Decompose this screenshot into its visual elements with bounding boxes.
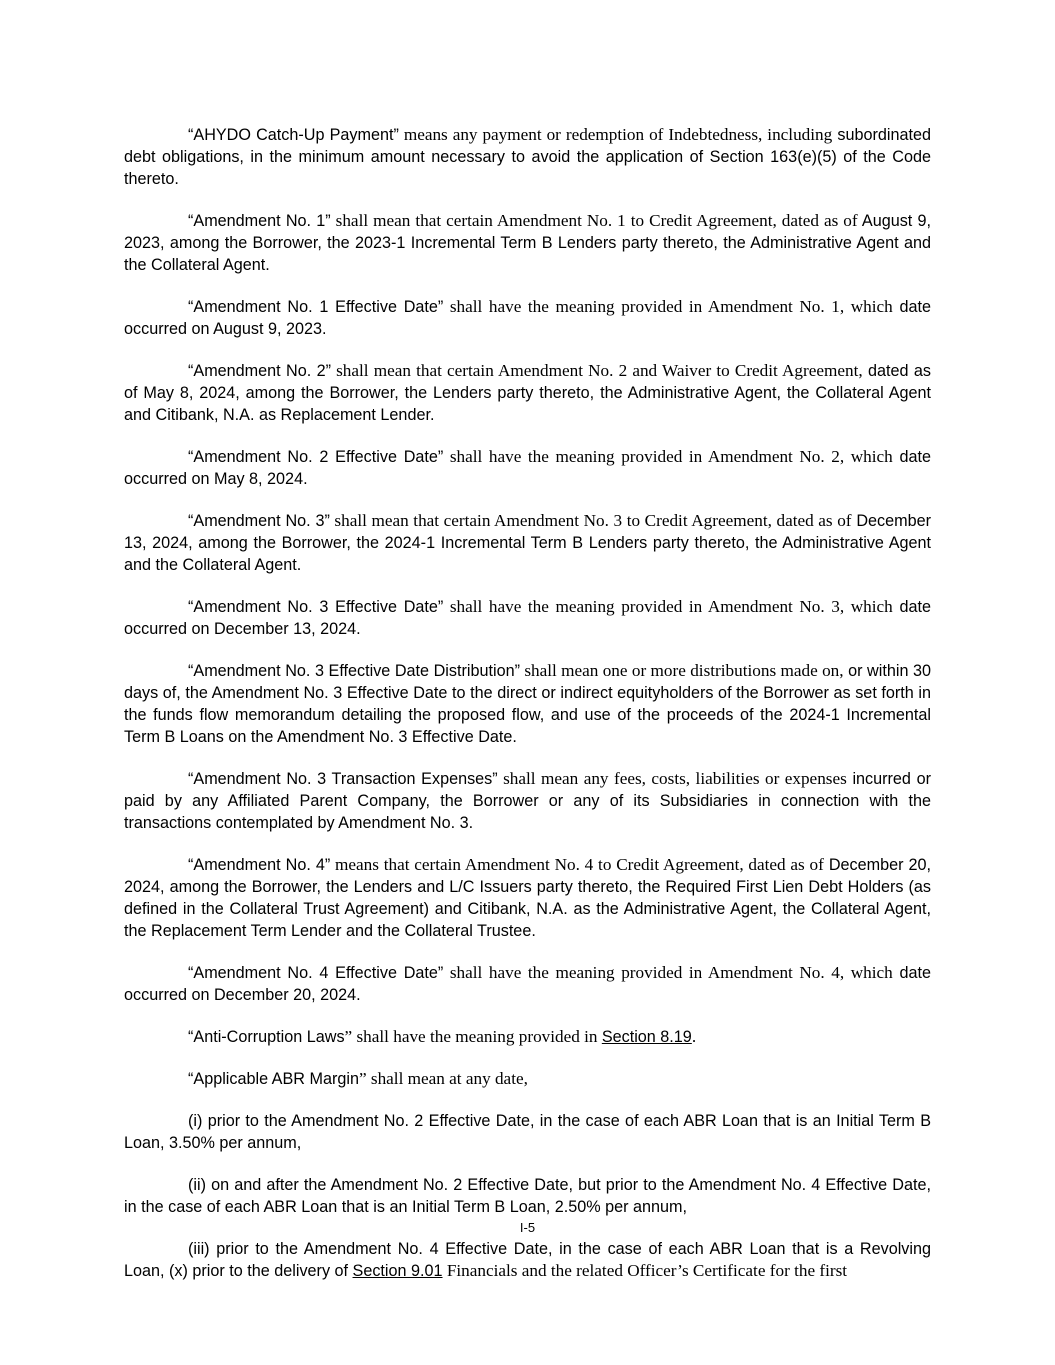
defined-term: “Amendment No. 3 Effective Date Distribution”: [188, 662, 520, 680]
definition-text: ” shall have the meaning provided in: [344, 1027, 602, 1046]
definition-text: shall mean that certain Amendment No. 1 to Credit Agreement, dated as of: [330, 211, 858, 230]
definition-text: December 13, 2024, among the Borrower, the 2024-1 Incremental Term B Lenders party thereto, the Administrative Agent and the Collateral Agent.: [124, 512, 931, 574]
definition-text: dated as of May 8, 2024, among the Borrower, the Lenders party thereto, the Administrative Agent, the Collateral Agent and Citibank, N.A. as Replacement Lender.: [124, 362, 931, 424]
definition-text: incurred or paid by any Affiliated Parent Company, the Borrower or any of its Subsidiaries in connection with the transactions contemplated by Amendment No. 3.: [124, 770, 931, 832]
section-reference-link[interactable]: Section 9.01: [352, 1262, 443, 1280]
definition-paragraph: [124, 1068, 931, 1090]
definition-paragraph: [124, 296, 931, 340]
definition-text: or within 30 days of, the Amendment No. 3 Effective Date to the direct or indirect equityholders of the Borrower as set forth in the funds flow memorandum detailing the proposed flow, and use of the proceeds of the 2024-1 Incremental Term B Loans on the Amendment No. 3 Effective Date.: [124, 662, 932, 746]
clause-paragraph: [124, 1110, 931, 1154]
definition-paragraph: [124, 660, 931, 748]
definition-paragraph: [124, 510, 931, 576]
defined-term: “Amendment No. 1”: [188, 212, 331, 230]
definition-paragraph: [124, 962, 931, 1006]
clause-text: (i) prior to the Amendment No. 2 Effective Date, in the case of each ABR Loan that is an Initial Term B Loan, 3.50% per annum,: [124, 1112, 931, 1152]
definition-text: August 9, 2023, among the Borrower, the 2023-1 Incremental Term B Lenders party thereto, the Administrative Agent and the Collateral Agent.: [124, 212, 932, 274]
definition-paragraph: [124, 124, 931, 190]
definition-paragraph: [124, 210, 931, 276]
defined-term: “Amendment No. 3 Transaction Expenses”: [188, 770, 498, 788]
clause-text: Financials and the related Officer’s Certificate for the first: [442, 1261, 848, 1280]
definition-paragraph: [124, 768, 931, 834]
clause-text: (ii) on and after the Amendment No. 2 Effective Date, but prior to the Amendment No. 4 Effective Date, in the case of each ABR Loan that is an Initial Term B Loan, 2.50% per annum,: [124, 1176, 931, 1216]
defined-term: “Amendment No. 2”: [188, 362, 331, 380]
definition-text: shall have the meaning provided in Amendment No. 3, which: [443, 597, 893, 616]
defined-term: “Amendment No. 4 Effective Date”: [188, 964, 444, 982]
definition-text: date occurred on December 20, 2024.: [124, 964, 931, 1004]
definition-text: means any payment or redemption of Indebtedness, including: [398, 125, 833, 144]
page-number: I-5: [519, 1220, 536, 1235]
definition-text: December 20, 2024, among the Borrower, the Lenders and L/C Issuers party thereto, the Required First Lien Debt Holders (as defined in the Collateral Trust Agreement) and Citibank, N.A. as the Administrative Agent, the Collateral Agent, the Replacement Term Lender and the Collateral Trustee.: [124, 856, 931, 940]
definition-text: subordinated debt obligations, in the minimum amount necessary to avoid the application of Section 163(e)(5) of the Code thereto.: [124, 126, 931, 188]
definition-paragraph: [124, 854, 931, 942]
definition-text: .: [691, 1027, 697, 1046]
defined-term: “Amendment No. 2 Effective Date”: [188, 448, 444, 466]
definition-text: shall mean that certain Amendment No. 3 to Credit Agreement, dated as of: [329, 511, 852, 530]
definition-text: date occurred on December 13, 2024.: [124, 598, 931, 638]
definition-text: ” shall mean at any date,: [358, 1069, 528, 1088]
definition-text: shall mean one or more distributions made on,: [519, 661, 844, 680]
defined-term: “Amendment No. 1 Effective Date”: [188, 298, 444, 316]
defined-term: “Amendment No. 3”: [188, 512, 330, 530]
defined-term: “AHYDO Catch-Up Payment”: [188, 126, 399, 144]
definitions-body: [124, 124, 931, 1302]
defined-term: “Anti-Corruption Laws: [188, 1028, 345, 1046]
section-reference-link[interactable]: Section 8.19: [601, 1028, 692, 1046]
definition-paragraph: [124, 1026, 931, 1048]
clause-paragraph: [124, 1174, 931, 1218]
definition-text: shall have the meaning provided in Amendment No. 4, which: [443, 963, 893, 982]
defined-term: “Amendment No. 3 Effective Date”: [188, 598, 444, 616]
definition-text: shall mean that certain Amendment No. 2 and Waiver to Credit Agreement,: [330, 361, 863, 380]
defined-term: “Amendment No. 4”: [188, 856, 331, 874]
definition-text: date occurred on May 8, 2024.: [124, 448, 931, 488]
definition-text: shall mean any fees, costs, liabilities or expenses: [497, 769, 847, 788]
defined-term: “Applicable ABR Margin: [188, 1070, 359, 1088]
definition-text: date occurred on August 9, 2023.: [124, 298, 931, 338]
clause-text: (iii) prior to the Amendment No. 4 Effective Date, in the case of each ABR Loan that is a Revolving Loan, (x) prior to the delivery of: [124, 1240, 931, 1280]
clause-paragraph: [124, 1238, 931, 1282]
definition-text: means that certain Amendment No. 4 to Credit Agreement, dated as of: [330, 855, 824, 874]
definition-text: shall have the meaning provided in Amendment No. 2, which: [443, 447, 893, 466]
definition-paragraph: [124, 446, 931, 490]
definition-text: shall have the meaning provided in Amendment No. 1, which: [443, 297, 893, 316]
definition-paragraph: [124, 360, 931, 426]
definition-paragraph: [124, 596, 931, 640]
